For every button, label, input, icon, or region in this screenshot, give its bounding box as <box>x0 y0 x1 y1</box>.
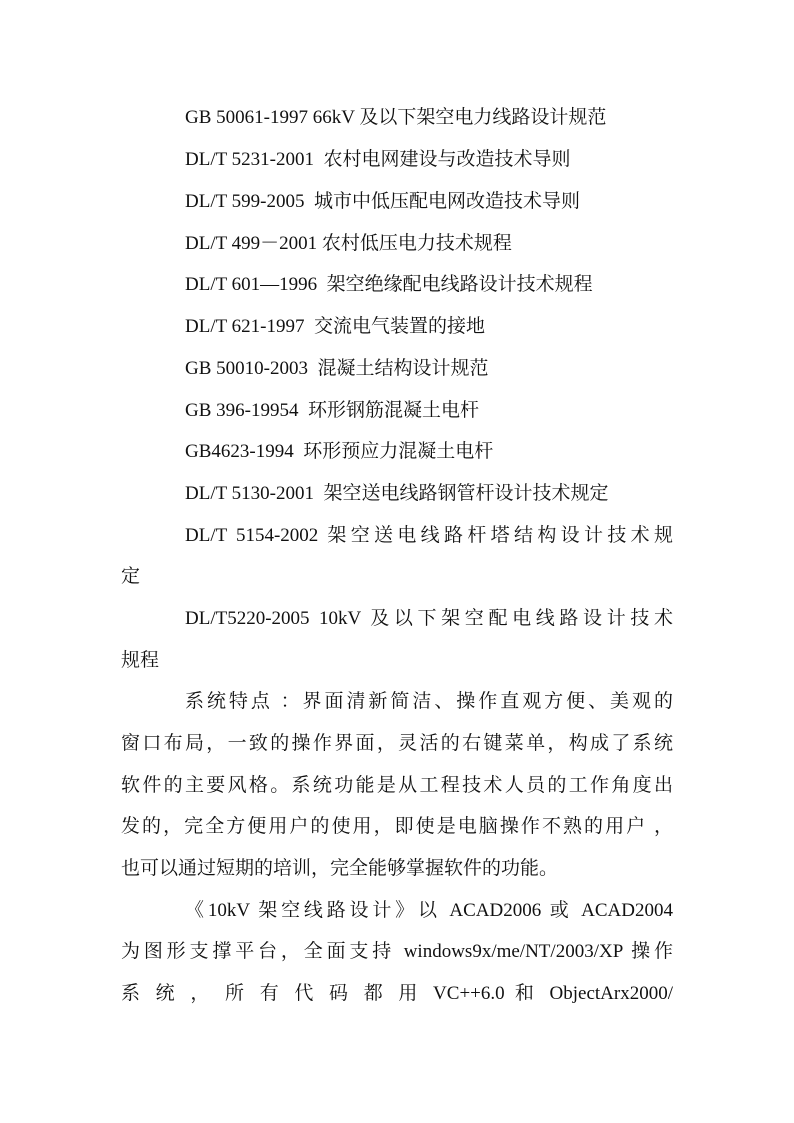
standard-line-6: DL/T 621-1997 交流电气装置的接地 <box>185 316 485 337</box>
standard-line-11: DL/T 5154-2002 架空送电线路杆塔结构设计技术规 <box>185 525 673 546</box>
standard-line-1: GB 50061-1997 66kV 及以下架空电力线路设计规范 <box>185 107 607 128</box>
standard-line-12: DL/T5220-2005 10kV 及以下架空配电线路设计技术 <box>185 608 673 629</box>
standard-line-3: DL/T 599-2005 城市中低压配电网改造技术导则 <box>185 191 580 212</box>
platform-paragraph-line-1: 《10kV 架空线路设计》以 ACAD2006 或 ACAD2004 <box>185 900 673 921</box>
platform-paragraph-line-2: 为图形支撑平台，全面支持 windows9x/me/NT/2003/XP 操作 <box>121 941 673 962</box>
features-paragraph-line-4: 发的，完全方便用户的使用，即使是电脑操作不熟的用户 ， <box>121 816 673 837</box>
standard-line-12-continuation: 规程 <box>121 650 160 671</box>
standard-line-8: GB 396-19954 环形钢筋混凝土电杆 <box>185 400 479 421</box>
features-paragraph-line-3: 软件的主要风格。系统功能是从工程技术人员的工作角度出 <box>121 775 673 796</box>
standard-line-2: DL/T 5231-2001 农村电网建设与改造技术导则 <box>185 149 571 170</box>
standard-line-11-continuation: 定 <box>121 566 141 587</box>
platform-paragraph-line-3: 系 统 ， 所 有 代 码 都 用 VC++6.0 和 ObjectArx2000/ <box>121 983 673 1004</box>
features-paragraph-line-2: 窗口布局，一致的操作界面，灵活的右键菜单，构成了系统 <box>121 733 673 754</box>
features-paragraph-line-1: 系统特点 ：界面清新简洁、操作直观方便、美观的 <box>185 691 673 712</box>
standard-line-10: DL/T 5130-2001 架空送电线路钢管杆设计技术规定 <box>185 483 609 504</box>
standard-line-7: GB 50010-2003 混凝土结构设计规范 <box>185 358 489 379</box>
standard-line-4: DL/T 499－2001 农村低压电力技术规程 <box>185 233 512 254</box>
features-paragraph-line-5: 也可以通过短期的培训，完全能够掌握软件的功能。 <box>121 858 559 879</box>
standard-line-9: GB4623-1994 环形预应力混凝土电杆 <box>185 441 494 462</box>
standard-line-5: DL/T 601—1996 架空绝缘配电线路设计技术规程 <box>185 274 593 295</box>
